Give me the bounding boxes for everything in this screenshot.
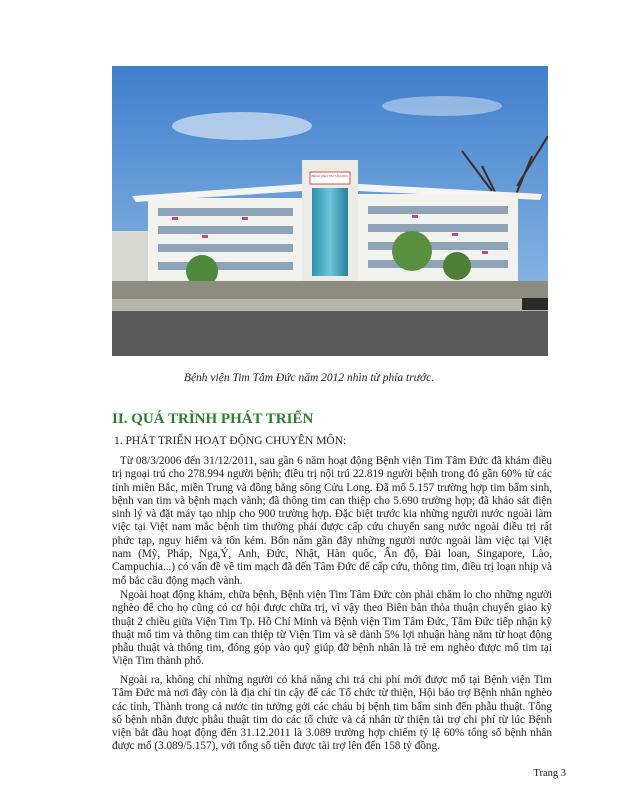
- paragraph-2: Ngoài hoạt động khám, chữa bệnh, Bệnh viện Tim Tâm Đức còn phải chăm lo cho những người nghèo để cho họ cũng có cơ hội được chữa trị, vì vậy theo Biên bản thỏa thuận chuyển giao kỹ thuật 2 chiều giữa Viện Tim Tp. Hồ Chí Minh và Bệnh viện Tim Tâm Đức, Tâm Đức tiếp nhận kỹ thuật mổ tim và thông tim can thiệp từ Viện Tim và sẽ dành 5% lợi nhuận hàng năm từ hoạt động phẫu thuật và thông tim, đóng góp vào quỹ giúp đỡ bệnh nhân là trẻ em nghèo được mổ tim tại Viện Tim thành phố.: [112, 589, 552, 668]
- section-title: II. QUÁ TRÌNH PHÁT TRIỂN: [112, 411, 314, 427]
- photo-caption: Bệnh viện Tim Tâm Đức năm 2012 nhìn từ phía trước.: [183, 372, 435, 384]
- subheading: 1. PHÁT TRIỂN HOẠT ĐỘNG CHUYÊN MÔN:: [114, 435, 347, 447]
- hospital-sign: BỆNH VIỆN TIM TÂM ĐỨC: [311, 174, 349, 178]
- paragraph-3: Ngoài ra, không chỉ những người có khả năng chi trả chi phí mới được mổ tại Bệnh viện Tim Tâm Đức mà nơi đây còn là địa chỉ tin cậy để các Tổ chức từ thiện, Hội bảo trợ Bệnh nhân nghèo các tỉnh, Thành trong cả nước tin tưởng gởi các cháu bị bệnh tim bẩm sinh đến phẫu thuật. Tổng số bệnh nhân được phẫu thuật tim do các tổ chức và cá nhân từ thiện tài trợ chi phí từ lúc Bệnh viện bắt đầu hoạt động đến 31.12.2011 là 3.089 trường hợp chiếm tỷ lệ 60% tổng số bệnh nhân được mổ (3.089/5.157), với tổng số tiền được tài trợ lên đến 158 tỷ đồng.: [112, 674, 552, 753]
- hospital-photo: [112, 66, 548, 356]
- page-number: Trang 3: [533, 768, 566, 779]
- paragraph-1: Từ 08/3/2006 đến 31/12/2011, sau gần 6 năm hoạt động Bệnh viện Tim Tâm Đức đã khám điều trị ngoại trú cho 278.994 người bệnh; điều trị nội trú 22.819 người bệnh trong đó gần 60% từ các tỉnh miền Bắc, miền Trung và đồng bằng sông Cửu Long. Đã mổ 5.157 trường hợp tim bẩm sinh, bệnh van tim và bệnh mạch vành; đã thông tim can thiệp cho 5.690 trường hợp; đã khảo sát điện sinh lý và đặt máy tạo nhịp cho 900 trường hợp. Đặc biệt trước kia những người nước ngoài làm việc tại Việt nam mắc bệnh tim thường phải được cấp cứu chuyển sang nước ngoài điều trị rất phức tạp, nguy hiểm và tốn kém. Bốn năm gần đây những người nước ngoài làm việc tại Việt nam (Mỹ, Pháp, Nga,Ý, Anh, Đức, Nhật, Hàn quốc, Ấn độ, Đài loan, Singapore, Lào, Campuchia...) có vấn đề về tim mạch đã đến Tâm Đức để cấp cứu, thông tim, điều trị loạn nhịp và mổ bắc cầu động mạch vành.: [112, 455, 552, 587]
